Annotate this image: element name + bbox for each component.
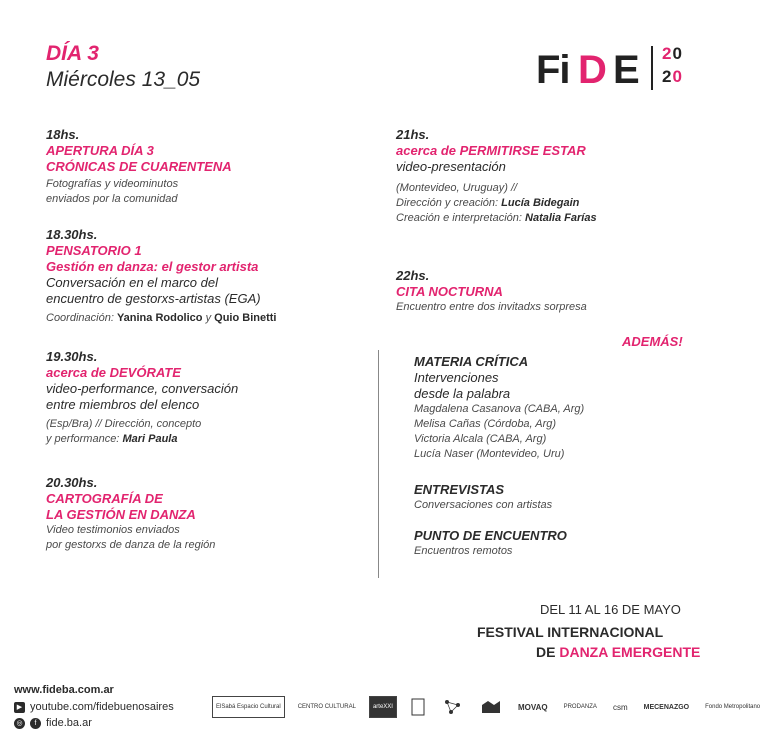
sponsor-logo: MOVAQ <box>517 702 548 712</box>
event-18hs: 18hs. APERTURA DÍA 3 CRÓNICAS DE CUARENTENA Fotografías y videominutos enviados por la comunidad <box>46 127 232 205</box>
fide-logo <box>534 40 709 96</box>
entrevistas: ENTREVISTAS Conversaciones con artistas <box>414 482 553 511</box>
coordination-credit: Coordinación: Yanina Rodolico y Quio Binetti <box>46 312 277 324</box>
instagram-icon: ◎ <box>14 718 25 729</box>
event-20-30hs: 20.30hs. CARTOGRAFÍA DE LA GESTIÓN EN DANZA Video testimonios enviados por gestorxs de danza de la región <box>46 475 216 551</box>
logo-separator <box>651 46 653 90</box>
logo-d: D <box>578 48 607 92</box>
sponsor-logo: csm <box>612 702 628 712</box>
materia-critica: MATERIA CRÍTICA Intervenciones desde la palabra Magdalena Casanova (CABA, Arg) Melisa Cañas (Córdoba, Arg) Victoria Alcala (CABA, Arg) Lucía Naser (Montevideo, Uru) <box>414 354 585 460</box>
website-link[interactable]: www.fideba.com.ar <box>14 684 114 696</box>
logo-e: E <box>613 48 640 92</box>
logo-year-bottom: 20 <box>662 67 683 86</box>
sponsor-logo: arteXXI <box>369 696 397 718</box>
punto-de-encuentro: PUNTO DE ENCUENTRO Encuentros remotos <box>414 528 567 557</box>
facebook-icon: f <box>30 718 41 729</box>
logo-fi: Fi <box>536 48 570 92</box>
event-18-30hs: 18.30hs. PENSATORIO 1 Gestión en danza: el gestor artista Conversación en el marco del encuentro de gestorxs-artistas (EGA) Coordinación: Yanina Rodolico y Quio Binetti <box>46 227 277 324</box>
sponsor-logo: CENTRO CULTURAL <box>297 704 356 710</box>
festival-dates: DEL 11 AL 16 DE MAYO <box>540 602 681 617</box>
event-19-30hs: 19.30hs. acerca de DEVÓRATE video-performance, conversación entre miembros del elenco (Esp/Bra) // Dirección, concepto y performance: Mari Paula <box>46 349 239 445</box>
sponsor-logo: PRODANZA <box>563 704 597 710</box>
youtube-icon: ▶ <box>14 702 25 713</box>
logo-year-top: 20 <box>662 44 683 63</box>
festival-line1: FESTIVAL INTERNACIONAL <box>477 624 664 640</box>
ademas-divider <box>378 350 379 578</box>
sponsor-logo <box>407 697 429 717</box>
day-title: DÍA 3 <box>46 42 99 65</box>
festival-line2: DE DANZA EMERGENTE <box>536 644 701 660</box>
sponsor-logos <box>212 690 761 724</box>
event-22hs: 22hs. CITA NOCTURNA Encuentro entre dos invitadxs sorpresa <box>396 268 587 313</box>
day-date: Miércoles 13_05 <box>46 68 201 91</box>
youtube-link[interactable]: ▶ youtube.com/fidebuenosaires <box>14 701 174 713</box>
sponsor-logo: ElSabá Espacio Cultural <box>212 696 285 718</box>
sponsor-logo: Fondo Metropolitano <box>705 704 761 710</box>
sponsor-logo <box>439 697 467 717</box>
social-link[interactable]: ◎ f fide.ba.ar <box>14 717 92 729</box>
ademas-label: ADEMÁS! <box>622 334 683 349</box>
event-21hs: 21hs. acerca de PERMITIRSE ESTAR video-presentación (Montevideo, Uruguay) // Dirección y creación: Lucía Bidegain Creación e interpretación: Natalia Farías <box>396 127 597 224</box>
sponsor-logo: MECENAZGO <box>643 703 690 711</box>
sponsor-logo <box>477 697 505 717</box>
